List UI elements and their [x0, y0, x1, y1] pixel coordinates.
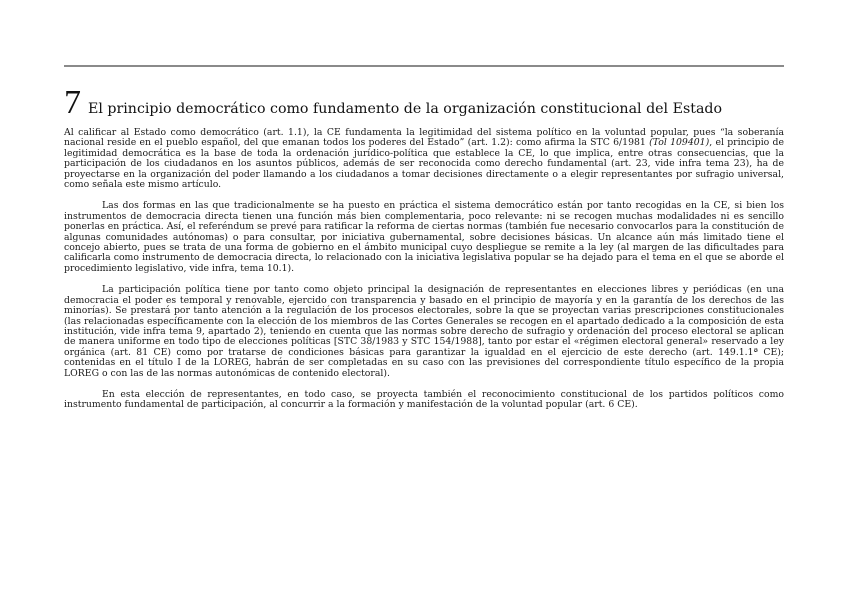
chapter-heading [64, 86, 784, 120]
paragraph-1-text-b: , el principio de legitimidad democrática es la base de toda la ordenación jurídico-política que establece la CE, lo que implica, entre otras consecuencias, que la participación de los ciudadanos en los asuntos públicos, además de ser reconocida como derecho fundamental (art. 23, vide infra tema 23), ha de proyectarse en la organización del poder llamando a los ciudadanos a tomar decisiones directamente o a elegir representantes por sufragio universal, como señala este mismo artículo. [64, 137, 785, 191]
paragraph-1-citation: (Tol 109401) [649, 137, 710, 149]
header-rule [64, 65, 784, 67]
chapter-body [64, 128, 784, 422]
paragraph-4: En esta elección de representantes, en todo caso, se proyecta también el reconocimiento constitucional de los partidos políticos como instrumento fundamental de participación, al concurrir a la formación y manifestación de la voluntad popular (art. 6 CE). [64, 388, 784, 411]
chapter-number: 7 [64, 84, 81, 121]
paragraph-3: La participación política tiene por tanto como objeto principal la designación de representantes en elecciones libres y periódicas (en una democracia el poder es temporal y renovable, ejercido con transparencia y basado en el principio de mayoría y en la garantía de los derechos de las minorías). Se prestará por tanto atención a la regulación de los procesos electorales, sobre la que se proyectan varias prescripciones constitucionales (las relacionadas específicamente con la elección de los miembros de las Cortes Generales se recogen en el apartado dedicado a la composición de esta institución, vide infra tema 9, apartado 2), teniendo en cuenta que las normas sobre derecho de sufragio y ordenación del proceso electoral se aplican de manera uniforme en todo tipo de elecciones políticas [STC 38/1983 y STC 154/1988], tanto por estar el «régimen electoral general» reservado a ley orgánica (art. 81 CE) como por tratarse de condiciones básicas para garantizar la igualdad en el ejercicio de este derecho (art. 149.1.1ª CE); contenidas en el título I de la LOREG, habrán de ser completadas en su caso con las previsiones del correspondiente título específico de la propia LOREG o con las de las normas autonómicas de contenido electoral). [64, 284, 784, 379]
paragraph-2: Las dos formas en las que tradicionalmente se ha puesto en práctica el sistema democrático están por tanto recogidas en la CE, si bien los instrumentos de democracia directa tienen una función más bien complementaria, poco relevante: ni se recogen muchas modalidades ni es sencillo ponerlas en práctica. Así, el referéndum se prevé para ratificar la reforma de ciertas normas (también fue necesario convocarlos para la constitución de algunas comunidades autónomas) o para consultar, por iniciativa gubernamental, sobre decisiones básicas. Un alcance aún más limitado tiene el concejo abierto, pues se trata de una forma de gobierno en el ámbito municipal cuyo despliegue se remite a la ley (al margen de las dificultades para calificarla como instrumento de democracia directa, lo relacionado con la iniciativa legislativa popular se ha dejado para el tema en el que se aborde el procedimiento legislativo, vide infra, tema 10.1). [64, 200, 784, 274]
chapter-title: El principio democrático como fundamento de la organización constitucional del Estado [88, 101, 723, 117]
paragraph-1-text-a: Al calificar al Estado como democrático (art. 1.1), la CE fundamenta la legitimidad del sistema político en la voluntad popular, pues “la soberanía nacional reside en el pueblo español, del que emanan todos los poderes del Estado” (art. 1.2): como afirma la STC 6/1981 [64, 127, 784, 149]
paragraph-1 [64, 128, 784, 190]
